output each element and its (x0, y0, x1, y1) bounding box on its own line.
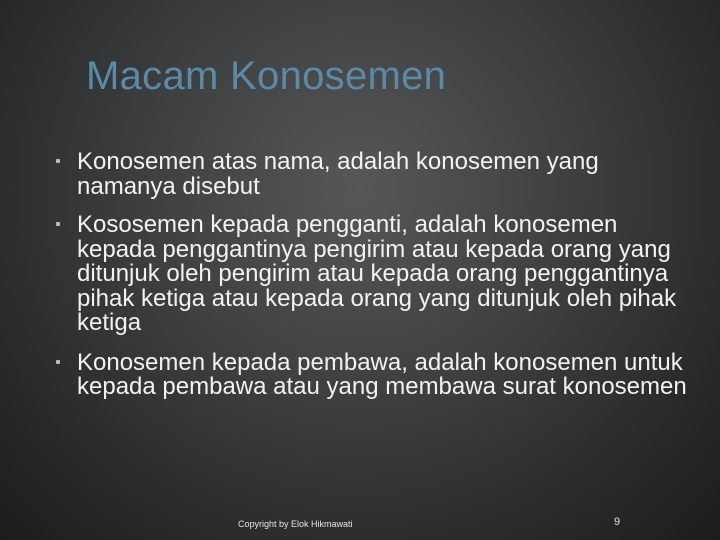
bullet-marker-icon (56, 159, 60, 163)
slide-title: Macam Konosemen (86, 54, 447, 98)
bullet-item (52, 213, 692, 336)
bullet-item (52, 348, 692, 400)
bullet-item (52, 150, 692, 199)
bullet-marker-icon (56, 360, 60, 364)
bullet-text: Konosemen atas nama, adalah konosemen yang namanya disebut (77, 148, 599, 200)
page-number: 9 (614, 516, 621, 528)
bullet-text: Konosemen kepada pembawa, adalah konosemen untuk kepada pembawa atau yang membawa surat konosemen (77, 348, 687, 400)
footer-copyright: Copyright by Elok Hikmawati (238, 519, 353, 529)
bullet-marker-icon (56, 222, 60, 226)
bullet-list (52, 150, 692, 414)
bullet-text: Kososemen kepada pengganti, adalah konosemen kepada penggantinya pengirim atau kepada orang yang ditunjuk oleh pengirim atau kepada orang penggantinya pihak ketiga atau kepada orang yang ditunjuk oleh pihak ketiga (77, 211, 677, 336)
